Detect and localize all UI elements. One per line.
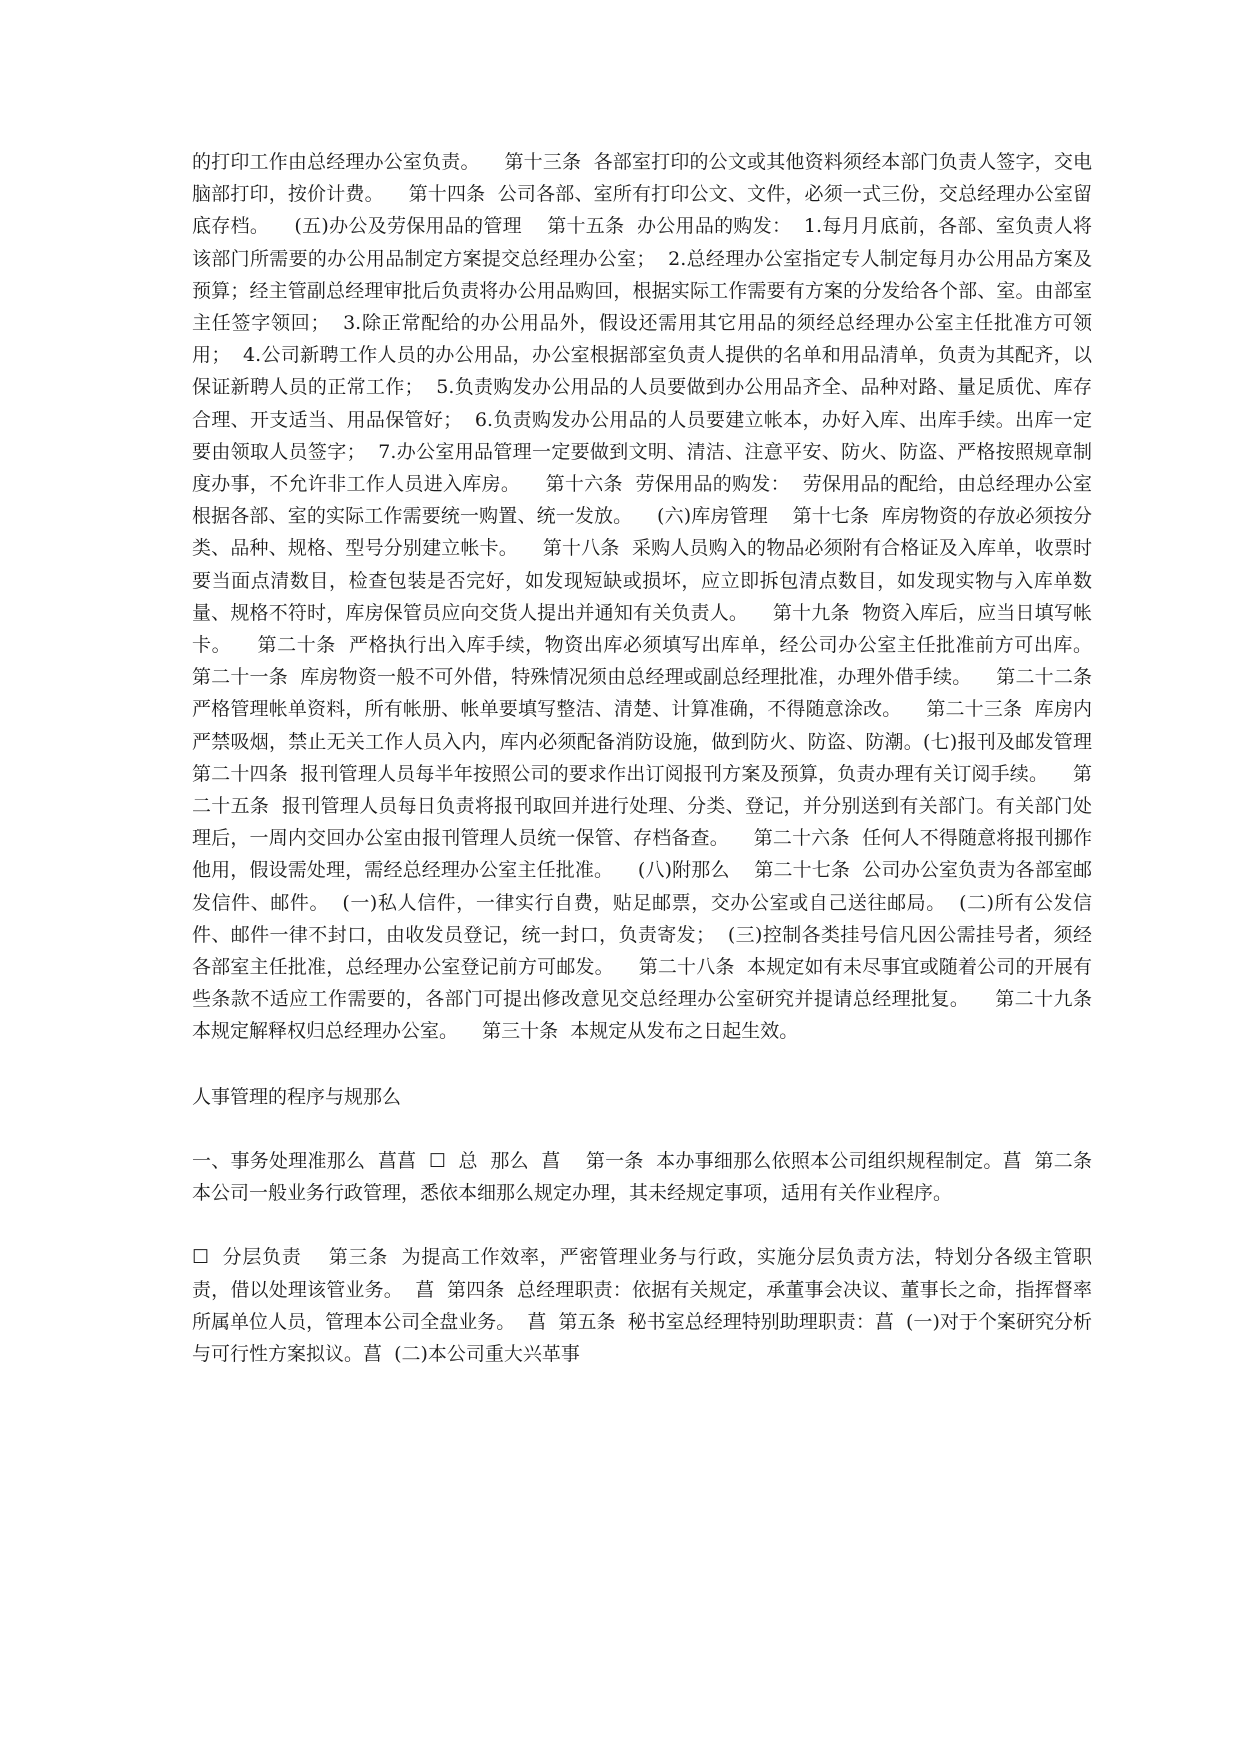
body-paragraph-regulations: 的打印工作由总经理办公室负责。 第十三条 各部室打印的公文或其他资料须经本部门负责人签字，交电脑部打印，按价计费。 第十四条 公司各部、室所有打印公文、文件，必须一式三份，交总经理办公室留底存档。 (五)办公及劳保用品的管理 第十五条 办公用品的购发： 1.每月月底前，各部、室负责人将该部门所需要的办公用品制定方案提交总经理办公室； 2.总经理办公室指定专人制定每月办公用品方案及预算；经主管副总经理审批后负责将办公用品购回，根据实际工作需要有方案的分发给各个部、室。由部室主任签字领回； 3.除正常配给的办公用品外，假设还需用其它用品的须经总经理办公室主任批准方可领用； 4.公司新聘工作人员的办公用品，办公室根据部室负责人提供的名单和用品清单，负责为其配齐，以保证新聘人员的正常工作； 5.负责购发办公用品的人员要做到办公用品齐全、品种对路、量足质优、库存合理、开支适当、用品保管好； 6.负责购发办公用品的人员要建立帐本，办好入库、出库手续。出库一定要由领取人员签字； 7.办公室用品管理一定要做到文明、清洁、注意平安、防火、防盗、严格按照规章制度办事，不允许非工作人员进入库房。 第十六条 劳保用品的购发： 劳保用品的配给，由总经理办公室根据各部、室的实际工作需要统一购置、统一发放。 (六)库房管理 第十七条 库房物资的存放必须按分类、品种、规格、型号分别建立帐卡。 第十八条 采购人员购入的物品必须附有合格证及入库单，收票时要当面点清数目，检查包装是否完好，如发现短缺或损坏，应立即拆包清点数目，如发现实物与入库单数量、规格不符时，库房保管员应向交货人提出并通知有关负责人。 第十九条 物资入库后，应当日填写帐卡。 第二十条 严格执行出入库手续，物资出库必须填写出库单，经公司办公室主任批准前方可出库。 第二十一条 库房物资一般不可外借，特殊情况须由总经理或副总经理批准，办理外借手续。 第二十二条 严格管理帐单资料，所有帐册、帐单要填写整洁、清楚、计算准确，不得随意涂改。 第二十三条 库房内严禁吸烟，禁止无关工作人员入内，库内必须配备消防设施，做到防火、防盗、防潮。(七)报刊及邮发管理 第二十四条 报刊管理人员每半年按照公司的要求作出订阅报刊方案及预算，负责办理有关订阅手续。 第二十五条 报刊管理人员每日负责将报刊取回并进行处理、分类、登记，并分别送到有关部门。有关部门处理后，一周内交回办公室由报刊管理人员统一保管、存档备查。 第二十六条 任何人不得随意将报刊挪作他用，假设需处理，需经总经理办公室主任批准。 (八)附那么 第二十七条 公司办公室负责为各部室邮发信件、邮件。 (一)私人信件，一律实行自费，贴足邮票，交办公室或自己送往邮局。 (二)所有公发信件、邮件一律不封口，由收发员登记，统一封口，负责寄发； (三)控制各类挂号信凡因公需挂号者，须经各部室主任批准，总经理办公室登记前方可邮发。 第二十八条 本规定如有未尽事宜或随着公司的开展有些条款不适应工作需要的，各部门可提出修改意见交总经理办公室研究并提请总经理批复。 第二十九条 本规定解释权归总经理办公室。 第三十条 本规定从发布之日起生效。 bbox=[192, 151, 1117, 1043]
section-title: 人事管理的程序与规那么 bbox=[192, 1085, 402, 1108]
body-paragraph-layered-responsibility: ☐ 分层负责 第三条 为提高工作效率，严密管理业务与行政，实施分层负责方法，特划分各级主管职责，借以处理该管业务。 菖 第四条 总经理职责：依据有关规定，承董事会决议、董事长之命，指挥督率所属单位人员，管理本公司全盘业务。 菖 第五条 秘书室总经理特别助理职责：菖 (一)对于个案研究分析与可行性方案拟议。菖 (二)本公司重大兴革事 bbox=[192, 1246, 1092, 1365]
body-paragraph-general-principles: 一、事务处理准那么 菖菖 ☐ 总 那么 菖 第一条 本办事细那么依照本公司组织规程制定。菖 第二条 本公司一般业务行政管理，悉依本细那么规定办理，其未经规定事项，适用有关作业程序。 bbox=[192, 1149, 1105, 1205]
document-page bbox=[192, 146, 1117, 1370]
